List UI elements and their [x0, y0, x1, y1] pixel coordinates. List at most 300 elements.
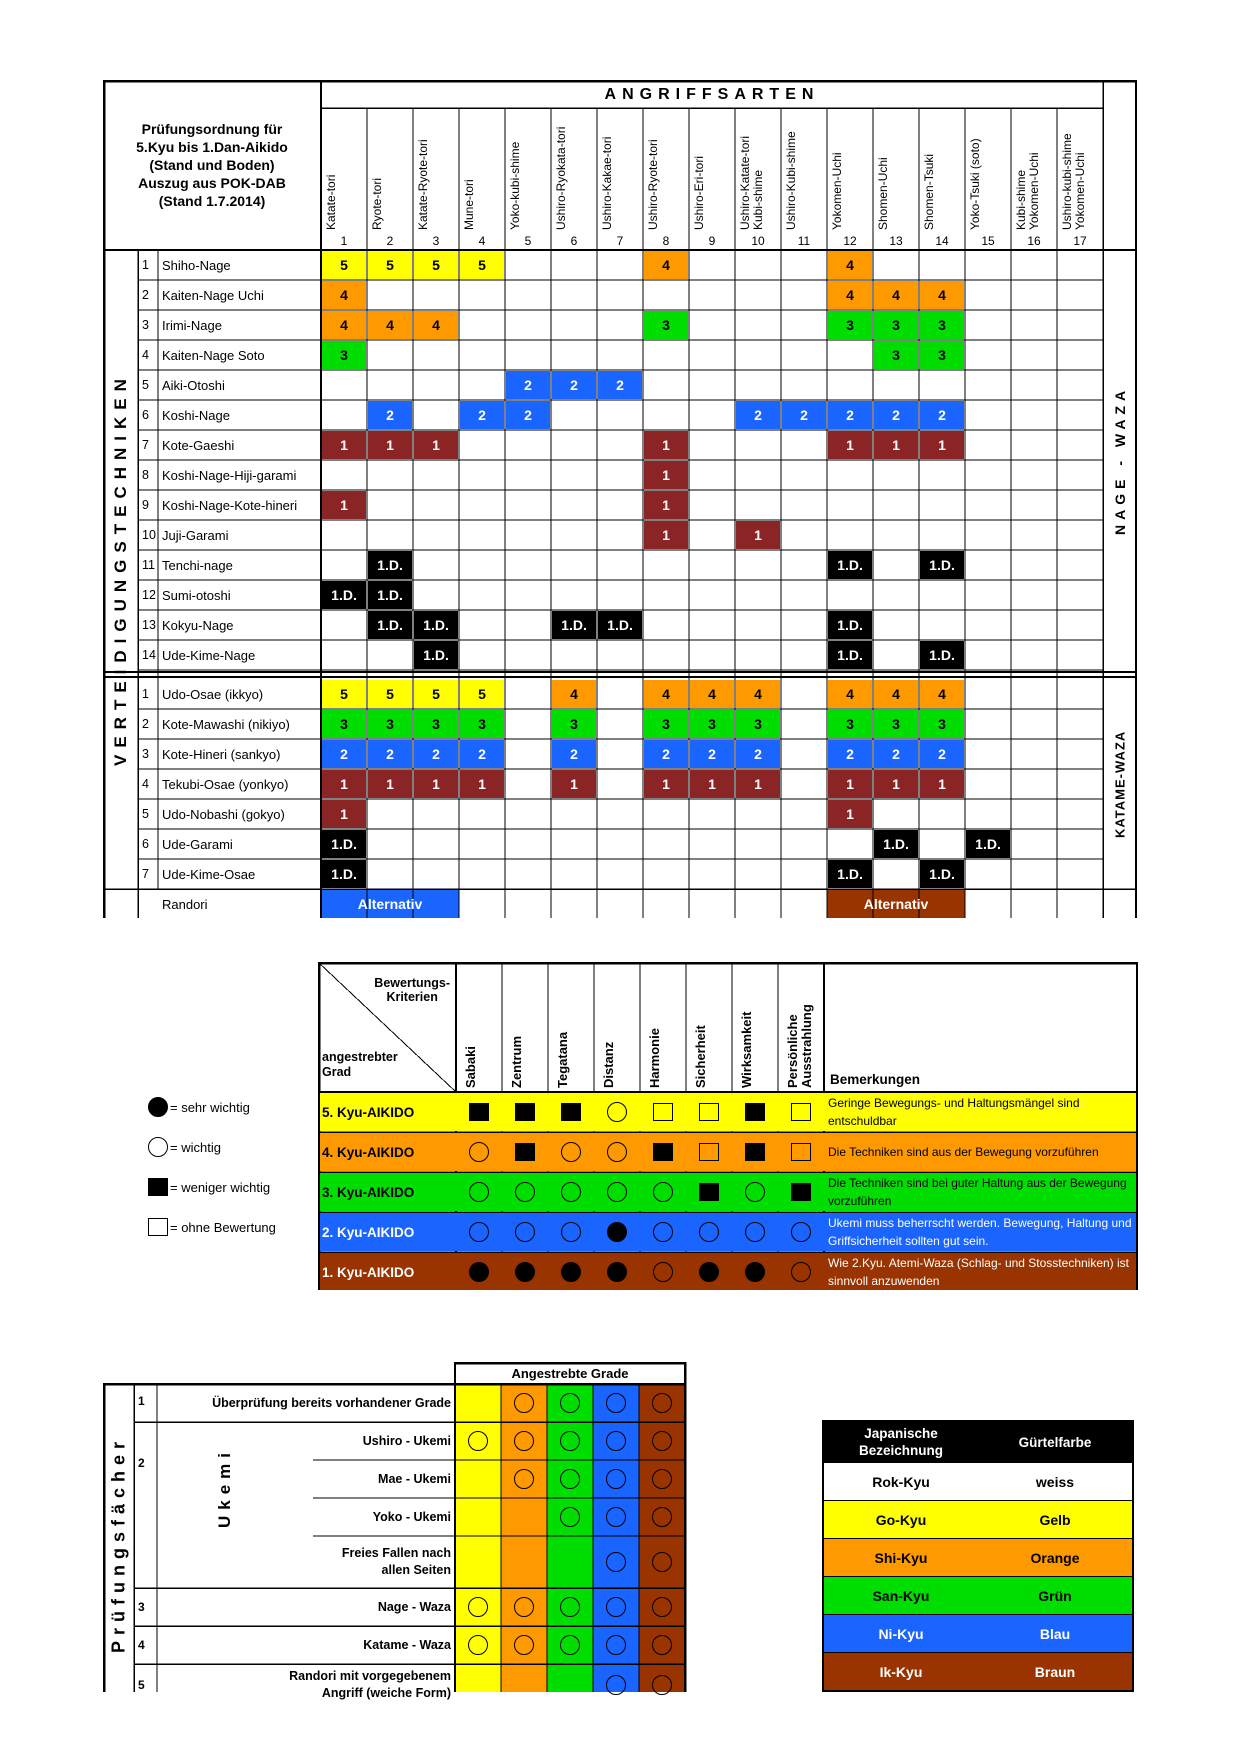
circle-icon	[560, 1393, 580, 1413]
technique-number: 11	[142, 558, 155, 572]
grade-requirement	[501, 1626, 547, 1664]
attack-name: Ushiro-Ryote-tori	[646, 139, 660, 230]
belt-color-name: Braun	[1034, 1663, 1076, 1680]
technique-number: 2	[142, 717, 149, 731]
technique-name: Shiho-Nage	[162, 257, 231, 273]
level-mark: 3	[846, 716, 854, 732]
circle-icon	[791, 1262, 811, 1282]
filled-square-icon	[791, 1183, 811, 1201]
level-mark: 4	[340, 317, 348, 333]
technique-number: 8	[142, 468, 149, 482]
subject-number: 3	[138, 1600, 145, 1614]
criterion-mark	[686, 1092, 732, 1132]
attack-header	[321, 110, 367, 250]
filled-square-icon	[469, 1103, 489, 1121]
grade-requirement	[593, 1498, 639, 1536]
criterion-mark	[686, 1132, 732, 1172]
criterion-mark	[732, 1172, 778, 1212]
circle-icon	[560, 1597, 580, 1617]
heading-line: 5.Kyu bis 1.Dan-Aikido	[136, 139, 288, 155]
attack-name: Ushiro-Kubi-shime	[784, 131, 798, 230]
criterion-mark	[640, 1092, 686, 1132]
level-mark: 4	[892, 686, 900, 702]
technique-number: 2	[142, 288, 149, 302]
level-mark: 2	[616, 377, 624, 393]
level-mark: 1.D.	[837, 866, 863, 882]
level-mark: 1	[570, 776, 578, 792]
criterion-mark	[686, 1252, 732, 1292]
criterion-mark	[778, 1172, 824, 1212]
randori-alternativ-1: Alternativ	[357, 896, 423, 912]
criterion-label: Harmonie	[647, 1028, 662, 1088]
subject-label: Freies Fallen nach allen Seiten	[341, 1546, 451, 1577]
level-mark: 3	[754, 716, 762, 732]
criterion-mark	[640, 1212, 686, 1252]
heading-line: Prüfungsordnung für	[141, 121, 283, 137]
circle-icon	[514, 1393, 534, 1413]
level-mark: 3	[846, 317, 854, 333]
level-mark: 4	[386, 317, 394, 333]
circle-icon	[699, 1222, 719, 1242]
criteria-header-label: Bewertungs- Kriterien	[374, 976, 450, 1004]
belt-color-header: Gürtelfarbe	[1018, 1434, 1092, 1450]
attack-number: 13	[889, 234, 903, 248]
grade-requirement	[593, 1422, 639, 1460]
level-mark: 1.D.	[607, 617, 633, 633]
level-mark: 1.D.	[929, 647, 955, 663]
criterion-mark	[778, 1092, 824, 1132]
level-mark: 2	[662, 746, 670, 762]
level-mark: 4	[570, 686, 578, 702]
legend-label: = ohne Bewertung	[170, 1219, 276, 1235]
circle-icon	[514, 1431, 534, 1451]
technique-name: Kote-Mawashi (nikiyo)	[162, 716, 290, 732]
level-mark: 1.D.	[975, 836, 1001, 852]
attack-name: Shomen-Uchi	[876, 157, 890, 230]
nage-waza-label: NAGE - WAZA	[1112, 385, 1128, 535]
attack-number: 9	[708, 234, 716, 248]
attack-header	[873, 110, 919, 250]
exam-subjects-table	[103, 1362, 688, 1700]
level-mark: 1	[708, 776, 716, 792]
circle-icon	[606, 1597, 626, 1617]
subject-label: Ushiro - Ukemi	[362, 1433, 451, 1448]
grade-requirement	[639, 1460, 685, 1498]
level-mark: 4	[938, 686, 946, 702]
grade-requirement	[501, 1588, 547, 1626]
filled-square-icon	[653, 1143, 673, 1161]
grade-requirement	[501, 1384, 547, 1422]
square-icon	[699, 1143, 719, 1161]
level-mark: 5	[478, 257, 486, 273]
katame-waza-label: KATAME-WAZA	[1112, 730, 1128, 838]
level-mark: 1.D.	[423, 617, 449, 633]
technique-name: Koshi-Nage	[162, 407, 230, 423]
technique-name: Udo-Osae (ikkyo)	[162, 686, 264, 702]
legend-item	[148, 1215, 276, 1239]
belt-japanese-name: Shi-Kyu	[874, 1549, 928, 1566]
circle-icon	[653, 1262, 673, 1282]
attack-name: Kubi-shime Yokomen-Uchi	[1014, 152, 1041, 230]
filled-circle-icon	[561, 1262, 581, 1282]
level-mark: 3	[340, 347, 348, 363]
criterion-label: Zentrum	[509, 1036, 524, 1088]
circle-icon	[606, 1469, 626, 1489]
legend-label: = sehr wichtig	[170, 1099, 250, 1115]
criterion-mark	[502, 1172, 548, 1212]
level-mark: 1.D.	[423, 647, 449, 663]
level-mark: 3	[386, 716, 394, 732]
level-mark: 5	[340, 686, 348, 702]
level-mark: 2	[892, 407, 900, 423]
circle-icon	[515, 1182, 535, 1202]
grade-requirement	[455, 1588, 501, 1626]
circle-icon	[469, 1142, 489, 1162]
criterion-label: Sicherheit	[693, 1025, 708, 1088]
attack-name: Yoko-kubi-shime	[508, 141, 522, 230]
grade-requirement	[639, 1422, 685, 1460]
level-mark: 2	[432, 746, 440, 762]
criterion-mark	[732, 1092, 778, 1132]
level-mark: 2	[938, 746, 946, 762]
grade-label: 5. Kyu-AIKIDO	[322, 1104, 415, 1120]
attack-number: 3	[432, 234, 440, 248]
level-mark: 4	[846, 686, 854, 702]
technique-name: Tenchi-nage	[162, 557, 233, 573]
randori-label: Randori	[162, 896, 208, 912]
level-mark: 3	[662, 317, 670, 333]
level-mark: 4	[662, 257, 670, 273]
level-mark: 1	[892, 437, 900, 453]
circle-icon	[606, 1393, 626, 1413]
technique-name: Ude-Kime-Osae	[162, 866, 256, 882]
belt-row	[824, 1538, 1132, 1576]
grade-requirement	[639, 1664, 685, 1705]
randori-alternativ-2: Alternativ	[863, 896, 929, 912]
level-mark: 1	[340, 776, 348, 792]
filled-square-icon	[515, 1103, 535, 1121]
attack-name: Katate-Ryote-tori	[416, 139, 430, 230]
level-mark: 2	[570, 377, 578, 393]
circle-icon	[468, 1597, 488, 1617]
grade-requirement	[593, 1384, 639, 1422]
technique-number: 3	[142, 318, 149, 332]
level-mark: 4	[662, 686, 670, 702]
circle-icon	[606, 1431, 626, 1451]
circle-icon	[561, 1222, 581, 1242]
filled-square-icon	[699, 1183, 719, 1201]
technique-name: Kaiten-Nage Soto	[162, 347, 265, 363]
criterion-mark	[640, 1252, 686, 1292]
attack-name: Yokomen-Uchi	[830, 152, 844, 230]
level-mark: 1	[386, 437, 394, 453]
attack-header	[1011, 110, 1057, 250]
grade-requirement	[547, 1498, 593, 1536]
attack-number: 1	[340, 234, 348, 248]
technique-name: Kote-Gaeshi	[162, 437, 235, 453]
attack-name: Ushiro-Eri-tori	[692, 155, 706, 230]
technique-number: 3	[142, 747, 149, 761]
attack-header	[413, 110, 459, 250]
level-mark: 4	[708, 686, 716, 702]
grade-requirement	[501, 1422, 547, 1460]
grade-requirement	[593, 1588, 639, 1626]
technique-number: 12	[142, 588, 156, 602]
grade-requirement	[547, 1460, 593, 1498]
grade-remark: Die Techniken sind bei guter Haltung aus der Bewegung vorzuführen	[828, 1176, 1127, 1208]
level-mark: 1.D.	[377, 587, 403, 603]
grade-requirement	[547, 1588, 593, 1626]
criterion-mark	[686, 1172, 732, 1212]
technique-attack-table	[103, 80, 1137, 918]
belt-color-name: weiss	[1035, 1473, 1075, 1490]
attack-number: 11	[797, 234, 811, 248]
level-mark: 1.D.	[331, 836, 357, 852]
criterion-mark	[594, 1172, 640, 1212]
level-mark: 2	[754, 746, 762, 762]
circle-icon	[652, 1597, 672, 1617]
technique-name: Ude-Kime-Nage	[162, 647, 256, 663]
filled-circle-icon	[515, 1262, 535, 1282]
subject-label: Mae - Ukemi	[378, 1471, 451, 1486]
criterion-mark	[732, 1252, 778, 1292]
level-mark: 1.D.	[331, 587, 357, 603]
filled-square-icon	[745, 1103, 765, 1121]
technique-name: Kokyu-Nage	[162, 617, 234, 633]
attack-header	[597, 110, 643, 250]
filled-square-icon	[561, 1103, 581, 1121]
level-mark: 2	[846, 407, 854, 423]
circle-icon	[468, 1635, 488, 1655]
level-mark: 2	[386, 746, 394, 762]
grade-header-label: angestrebter Grad	[322, 1050, 398, 1079]
grade-remark: Ukemi muss beherrscht werden. Bewegung, Haltung und Griffsicherheit sollten gut sein.	[828, 1216, 1132, 1248]
level-mark: 1	[662, 467, 670, 483]
level-mark: 1.D.	[837, 617, 863, 633]
belt-japanese-name: Ik-Kyu	[879, 1663, 923, 1680]
criterion-mark	[548, 1212, 594, 1252]
attack-number: 16	[1027, 234, 1041, 248]
level-mark: 1	[754, 527, 762, 543]
attack-number: 5	[524, 234, 532, 248]
level-mark: 2	[708, 746, 716, 762]
grade-requirement	[455, 1626, 501, 1664]
circle-icon	[560, 1469, 580, 1489]
criterion-label: Wirksamkeit	[739, 1011, 754, 1088]
criterion-mark	[594, 1132, 640, 1172]
level-mark: 3	[892, 716, 900, 732]
circle-icon	[514, 1635, 534, 1655]
level-mark: 3	[938, 347, 946, 363]
remarks-header: Bemerkungen	[830, 1072, 921, 1087]
square-icon	[699, 1103, 719, 1121]
level-mark: 2	[754, 407, 762, 423]
level-mark: 3	[570, 716, 578, 732]
level-mark: 3	[432, 716, 440, 732]
technique-name: Sumi-otoshi	[162, 587, 231, 603]
level-mark: 3	[340, 716, 348, 732]
legend-item	[148, 1175, 270, 1199]
circle-icon	[652, 1552, 672, 1572]
level-mark: 5	[386, 686, 394, 702]
attack-header	[689, 110, 735, 250]
square-icon	[148, 1218, 168, 1236]
technique-number: 7	[142, 438, 149, 452]
ukemi-label: Ukemi	[215, 1446, 234, 1528]
attack-number: 14	[935, 234, 949, 248]
level-mark: 2	[938, 407, 946, 423]
grade-requirement	[593, 1626, 639, 1664]
filled-circle-icon	[607, 1222, 627, 1242]
level-mark: 1.D.	[883, 836, 909, 852]
level-mark: 4	[432, 317, 440, 333]
grade-requirement	[639, 1536, 685, 1588]
exam-order-heading	[103, 80, 321, 250]
technique-number: 4	[142, 777, 149, 791]
technique-number: 6	[142, 408, 149, 422]
subject-label: Katame - Waza	[363, 1637, 451, 1652]
attack-number: 7	[616, 234, 624, 248]
criterion-label: Persönliche Ausstrahlung	[785, 1004, 814, 1088]
level-mark: 4	[846, 257, 854, 273]
criterion-mark	[548, 1092, 594, 1132]
technique-number: 6	[142, 837, 149, 851]
criterion-mark	[594, 1212, 640, 1252]
attack-types-title: ANGRIFFSARTEN	[604, 86, 820, 103]
technique-number: 7	[142, 867, 149, 881]
subject-label: Überprüfung bereits vorhandener Grade	[212, 1395, 451, 1410]
grade-requirement	[501, 1460, 547, 1498]
technique-name: Tekubi-Osae (yonkyo)	[162, 776, 289, 792]
heading-line: (Stand 1.7.2014)	[158, 193, 266, 209]
attack-name: Ryote-tori	[370, 177, 384, 230]
filled-circle-icon	[607, 1262, 627, 1282]
level-mark: 1	[754, 776, 762, 792]
circle-icon	[607, 1102, 627, 1122]
target-grades-header: Angestrebte Grade	[511, 1365, 629, 1381]
level-mark: 1	[662, 776, 670, 792]
criterion-mark	[732, 1212, 778, 1252]
level-mark: 1	[938, 437, 946, 453]
circle-icon	[560, 1431, 580, 1451]
criterion-label: Sabaki	[463, 1046, 478, 1088]
level-mark: 1	[846, 806, 854, 822]
technique-number: 9	[142, 498, 149, 512]
grade-requirement	[547, 1626, 593, 1664]
criterion-mark	[778, 1212, 824, 1252]
grade-requirement	[593, 1536, 639, 1588]
circle-icon	[745, 1182, 765, 1202]
belt-table-header	[824, 1422, 1132, 1462]
level-mark: 1	[340, 806, 348, 822]
legend-item	[148, 1135, 221, 1159]
circle-icon	[515, 1222, 535, 1242]
circle-icon	[652, 1675, 672, 1695]
level-mark: 1	[340, 437, 348, 453]
level-mark: 4	[754, 686, 762, 702]
attack-name: Shomen-Tsuki	[922, 153, 936, 230]
level-mark: 2	[478, 746, 486, 762]
belt-color-name: Gelb	[1039, 1511, 1071, 1528]
belt-row	[824, 1500, 1132, 1538]
subject-label: Yoko - Ukemi	[372, 1509, 451, 1524]
level-mark: 2	[524, 407, 532, 423]
grade-requirement	[639, 1498, 685, 1536]
criterion-mark	[456, 1172, 502, 1212]
legend-label: = wichtig	[170, 1139, 221, 1155]
grade-requirement	[455, 1422, 501, 1460]
criterion-mark	[778, 1252, 824, 1292]
criterion-mark	[456, 1132, 502, 1172]
level-mark: 3	[892, 317, 900, 333]
heading-line: (Stand und Boden)	[149, 157, 275, 173]
attack-name: Katate-tori	[324, 174, 338, 230]
evaluation-legend	[148, 1095, 318, 1255]
filled-square-icon	[148, 1178, 168, 1196]
level-mark: 3	[662, 716, 670, 732]
subject-label: Nage - Waza	[377, 1599, 451, 1614]
grade-requirement	[547, 1384, 593, 1422]
level-mark: 2	[386, 407, 394, 423]
criterion-mark	[502, 1212, 548, 1252]
attack-name: Mune-tori	[462, 179, 476, 230]
technique-number: 14	[142, 648, 156, 662]
filled-square-icon	[515, 1143, 535, 1161]
circle-icon	[148, 1137, 168, 1157]
technique-name: Juji-Garami	[162, 527, 229, 543]
criterion-mark	[456, 1212, 502, 1252]
grade-requirement	[639, 1384, 685, 1422]
circle-icon	[653, 1222, 673, 1242]
attack-header	[367, 110, 413, 250]
circle-icon	[468, 1431, 488, 1451]
level-mark: 2	[478, 407, 486, 423]
technique-number: 13	[142, 618, 156, 632]
level-mark: 2	[892, 746, 900, 762]
level-mark: 1	[846, 437, 854, 453]
grade-label: 4. Kyu-AIKIDO	[322, 1144, 415, 1160]
circle-icon	[514, 1597, 534, 1617]
circle-icon	[606, 1507, 626, 1527]
grade-remark: Die Techniken sind aus der Bewegung vorzuführen	[828, 1145, 1099, 1159]
level-mark: 1	[662, 527, 670, 543]
level-mark: 3	[892, 347, 900, 363]
belt-color-table	[822, 1420, 1134, 1690]
evaluation-criteria-table	[318, 962, 1138, 1290]
technique-name: Aiki-Otoshi	[162, 377, 225, 393]
japanese-name-header: Japanische Bezeichnung	[858, 1426, 943, 1458]
level-mark: 1	[846, 776, 854, 792]
attack-number: 8	[662, 234, 670, 248]
grade-remark: Geringe Bewegungs- und Haltungsmängel sind entschuldbar	[828, 1096, 1080, 1128]
technique-name: Udo-Nobashi (gokyo)	[162, 806, 285, 822]
subject-number: 2	[138, 1456, 145, 1470]
attack-name: Ushiro-Katate-tori Kubi-shime	[738, 135, 765, 230]
subject-label: Randori mit vorgegebenem Angriff (weiche Form)	[289, 1668, 451, 1700]
level-mark: 2	[846, 746, 854, 762]
technique-number: 5	[142, 378, 149, 392]
defense-techniques-label: VERTEIDIGUNGSTECHNIKEN	[111, 372, 130, 767]
subject-number: 4	[138, 1638, 145, 1652]
attack-header	[551, 110, 597, 250]
level-mark: 5	[478, 686, 486, 702]
grade-requirement	[593, 1664, 639, 1705]
circle-icon	[653, 1182, 673, 1202]
belt-color-name: Blau	[1039, 1625, 1071, 1642]
level-mark: 5	[386, 257, 394, 273]
criterion-label: Tegatana	[555, 1031, 570, 1088]
technique-number: 1	[142, 258, 149, 272]
